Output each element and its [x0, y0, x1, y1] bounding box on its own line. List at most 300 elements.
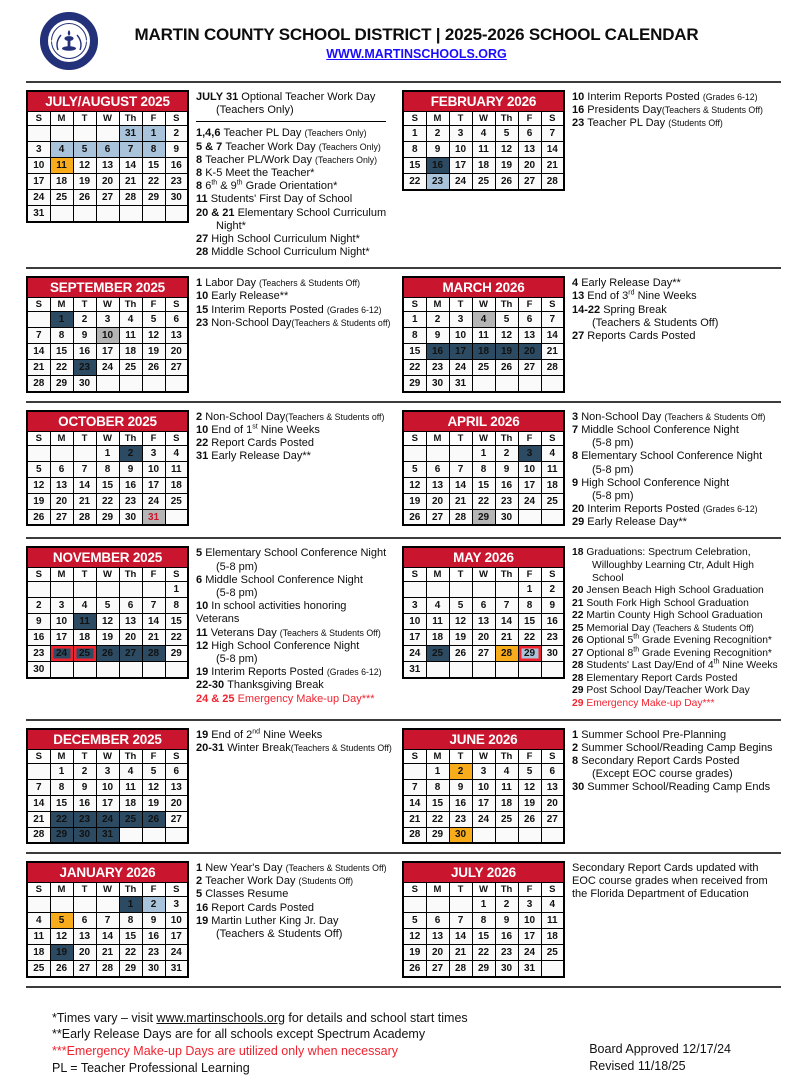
empty-cell [119, 662, 142, 678]
day-of-week-header: F [518, 298, 541, 312]
day-of-week-header: S [541, 431, 564, 445]
calendar-row [26, 83, 781, 269]
day-of-week-header: F [518, 568, 541, 582]
day-cell: 31 [518, 961, 541, 977]
day-cell: 23 [426, 360, 449, 376]
day-cell-highlight-amber: 2 [449, 763, 472, 779]
note-detail: (Teachers & Students Off) [664, 411, 766, 422]
note-line-october-2025 [196, 450, 392, 463]
day-of-week-header: Th [495, 112, 518, 126]
note-detail: (Teachers Only) [318, 141, 381, 152]
day-cell: 30 [119, 509, 142, 525]
note-line-may-2026 [572, 673, 784, 686]
empty-cell [426, 897, 449, 913]
day-cell-highlight-navy-red: 24 [50, 646, 73, 662]
note-day-number: 19 [196, 914, 212, 927]
empty-cell [142, 827, 165, 843]
day-cell: 2 [426, 126, 449, 142]
note-day-number: 21 [572, 597, 587, 609]
day-cell-highlight-amber: 28 [495, 646, 518, 662]
day-of-week-header: T [449, 112, 472, 126]
month-notes-april-2026 [572, 410, 784, 530]
day-cell: 19 [403, 945, 426, 961]
note-text: South Fork High School Graduation [586, 597, 749, 609]
note-text: Night* [216, 219, 246, 232]
day-cell: 6 [165, 763, 188, 779]
note-line-may-2026 [572, 598, 784, 611]
note-text: (Teachers & Students Off) [592, 316, 719, 329]
note-text: Teacher Work Day [205, 875, 299, 888]
day-cell: 22 [119, 945, 142, 961]
day-cell: 2 [495, 445, 518, 461]
day-cell: 16 [73, 795, 96, 811]
day-of-week-header: F [142, 749, 165, 763]
empty-cell [96, 376, 119, 392]
note-detail: (Teachers & Students Off) [259, 278, 361, 289]
day-cell: 30 [165, 190, 188, 206]
note-line-july-august-2025 [196, 127, 392, 140]
day-of-week-header: F [518, 883, 541, 897]
note-text: School [592, 572, 624, 584]
note-line-april-2026 [572, 450, 784, 463]
note-detail: (Teachers & Students off) [285, 411, 385, 422]
day-cell: 18 [119, 344, 142, 360]
note-text: Interim Reports Posted [211, 303, 327, 316]
day-cell: 22 [50, 360, 73, 376]
day-of-week-header: Th [119, 883, 142, 897]
day-cell: 19 [518, 795, 541, 811]
day-cell: 15 [426, 795, 449, 811]
day-of-week-header: F [142, 883, 165, 897]
day-of-week-header: F [142, 568, 165, 582]
note-text: Elementary School Conference Night [581, 450, 763, 463]
day-cell: 16 [495, 929, 518, 945]
day-of-week-header: F [142, 431, 165, 445]
empty-cell [50, 897, 73, 913]
day-cell: 22 [403, 360, 426, 376]
day-cell: 6 [518, 126, 541, 142]
day-cell: 20 [165, 795, 188, 811]
note-text: High School Curriculum Night* [211, 232, 360, 245]
day-cell: 10 [27, 158, 50, 174]
day-cell: 13 [165, 779, 188, 795]
day-cell: 13 [165, 328, 188, 344]
day-cell: 3 [96, 312, 119, 328]
note-line-may-2026 [572, 698, 784, 711]
empty-cell [165, 509, 188, 525]
day-cell: 2 [73, 763, 96, 779]
day-cell: 29 [96, 509, 119, 525]
note-line-february-2026 [572, 117, 784, 130]
day-cell: 26 [495, 360, 518, 376]
day-cell: 17 [518, 929, 541, 945]
day-cell: 26 [142, 360, 165, 376]
note-text: End of 1st Nine Weeks [211, 423, 320, 436]
note-text: Teacher PL Day [587, 117, 669, 130]
day-cell: 18 [541, 477, 564, 493]
day-cell: 26 [518, 811, 541, 827]
day-cell: 27 [165, 811, 188, 827]
note-day-number: 9 [572, 476, 582, 489]
empty-cell [518, 827, 541, 843]
day-cell: 7 [27, 328, 50, 344]
note-text: Elementary School Curriculum [237, 206, 387, 219]
note-text: Presidents Day [587, 104, 662, 117]
day-cell: 1 [518, 582, 541, 598]
day-cell: 14 [73, 477, 96, 493]
day-cell-highlight-navy: 11 [73, 614, 96, 630]
day-cell: 13 [50, 477, 73, 493]
note-day-number: 6 [196, 573, 206, 586]
day-cell: 23 [495, 493, 518, 509]
day-cell: 18 [495, 795, 518, 811]
day-cell: 24 [518, 945, 541, 961]
note-detail: (Grades 6-12) [702, 92, 758, 102]
day-cell: 4 [119, 763, 142, 779]
day-cell: 14 [449, 477, 472, 493]
day-cell: 26 [403, 509, 426, 525]
day-cell: 23 [165, 174, 188, 190]
day-cell: 11 [426, 614, 449, 630]
day-cell: 28 [449, 961, 472, 977]
day-cell: 25 [495, 811, 518, 827]
note-line-june-2026 [572, 742, 784, 755]
day-cell-highlight-navy: 1 [50, 312, 73, 328]
day-of-week-header: Th [495, 298, 518, 312]
month-title: DECEMBER 2025 [27, 729, 188, 750]
day-cell: 6 [165, 312, 188, 328]
calendar-grid [26, 83, 781, 988]
note-day-number: 5 [196, 547, 206, 560]
note-text: Early Release Day** [581, 277, 681, 290]
day-cell: 17 [96, 795, 119, 811]
day-cell: 16 [27, 630, 50, 646]
day-cell: 2 [541, 582, 564, 598]
day-of-week-header: T [73, 749, 96, 763]
note-day-number: 16 [196, 901, 212, 914]
note-day-number: 20 & 21 [196, 206, 238, 219]
website-link[interactable]: WWW.MARTINSCHOOLS.ORG [326, 46, 507, 61]
note-text: Emergency Make-up Day*** [586, 698, 715, 709]
day-of-week-header: M [426, 568, 449, 582]
note-text: (5-8 pm) [216, 652, 258, 665]
day-cell: 16 [73, 344, 96, 360]
note-day-number: 2 [196, 410, 206, 423]
day-cell: 21 [96, 945, 119, 961]
note-line-november-2025 [196, 547, 392, 560]
note-line-november-2025 [196, 600, 392, 626]
empty-cell [119, 827, 142, 843]
day-cell: 25 [472, 360, 495, 376]
day-cell: 17 [403, 630, 426, 646]
day-cell: 6 [426, 461, 449, 477]
day-cell-highlight-navy: 27 [119, 646, 142, 662]
day-cell: 24 [142, 493, 165, 509]
empty-cell [142, 376, 165, 392]
day-cell: 31 [27, 206, 50, 222]
day-of-week-header: S [541, 112, 564, 126]
note-line-june-2026 [572, 755, 784, 768]
day-cell: 5 [518, 763, 541, 779]
day-cell: 11 [541, 913, 564, 929]
month-notes-january-2026 [196, 861, 392, 941]
day-cell: 3 [472, 763, 495, 779]
day-cell-highlight-blue: 8 [142, 142, 165, 158]
note-line-march-2026 [572, 277, 784, 290]
day-of-week-header: M [50, 749, 73, 763]
day-cell: 27 [50, 509, 73, 525]
note-text: Veterans Day [210, 626, 280, 639]
note-day-number: 1 [196, 277, 206, 290]
note-detail: (Teachers & Students Off) [279, 627, 381, 638]
month-block-january-2026 [26, 861, 392, 978]
note-text: Middle School Conference Night [205, 573, 363, 586]
note-line-may-2026 [572, 573, 784, 586]
note-text: Students' First Day of School [210, 193, 353, 206]
footnote-line: **Early Release Days are for all schools except Spectrum Academy [52, 1027, 426, 1042]
day-cell: 30 [541, 646, 564, 662]
day-cell: 4 [73, 598, 96, 614]
month-block-september-2025 [26, 276, 392, 393]
day-cell: 20 [165, 344, 188, 360]
month-title: MARCH 2026 [403, 277, 564, 298]
day-of-week-header: W [472, 298, 495, 312]
day-of-week-header: Th [495, 568, 518, 582]
empty-cell [73, 582, 96, 598]
day-cell: 12 [495, 142, 518, 158]
empty-cell [403, 763, 426, 779]
month-notes-july-2026 [572, 861, 784, 902]
day-cell: 2 [73, 312, 96, 328]
note-line-october-2025 [196, 424, 392, 437]
note-line-june-2026 [572, 729, 784, 742]
day-cell-highlight-navy: 19 [50, 945, 73, 961]
note-day-number: JULY 31 [196, 91, 242, 103]
day-cell: 28 [73, 509, 96, 525]
day-cell: 16 [119, 477, 142, 493]
day-cell: 9 [541, 598, 564, 614]
day-of-week-header: M [50, 431, 73, 445]
day-of-week-header: T [73, 298, 96, 312]
empty-cell [96, 206, 119, 222]
day-of-week-header: W [96, 298, 119, 312]
note-day-number: 16 [572, 104, 588, 117]
note-day-number: 8 [196, 180, 206, 193]
note-text: Interim Reports Posted [587, 503, 703, 516]
note-day-number: 11 [196, 626, 211, 639]
day-cell: 18 [73, 630, 96, 646]
day-cell: 31 [403, 662, 426, 678]
note-day-number: 8 [196, 166, 206, 179]
empty-cell [403, 582, 426, 598]
note-text: High School Conference Night [211, 639, 360, 652]
day-cell: 9 [73, 328, 96, 344]
note-text: Secondary Report Cards Posted [581, 754, 740, 767]
day-cell: 20 [96, 174, 119, 190]
day-cell: 29 [426, 827, 449, 843]
note-line-april-2026 [572, 464, 784, 477]
day-cell: 26 [50, 961, 73, 977]
day-cell: 14 [119, 158, 142, 174]
note-line-july-august-2025 [196, 193, 392, 206]
day-cell: 26 [449, 646, 472, 662]
note-day-number: 24 & 25 [196, 692, 238, 705]
day-cell: 12 [403, 477, 426, 493]
note-text: Optional 8th Grade Evening Recognition* [586, 646, 772, 659]
note-detail: (Teachers & Students Off) [285, 863, 387, 874]
calendar-table-july-august-2025 [26, 90, 189, 223]
day-of-week-header: S [165, 749, 188, 763]
note-text: Early Release** [211, 290, 289, 303]
day-cell-highlight-blue: 2 [142, 897, 165, 913]
note-line-january-2026 [196, 928, 392, 941]
note-line-march-2026 [572, 290, 784, 303]
day-cell: 9 [426, 142, 449, 158]
day-of-week-header: S [541, 749, 564, 763]
day-cell: 29 [142, 190, 165, 206]
day-cell: 13 [518, 328, 541, 344]
calendar-table-november-2025 [26, 546, 189, 679]
month-block-february-2026 [402, 90, 784, 259]
day-cell: 28 [449, 509, 472, 525]
day-cell: 25 [165, 493, 188, 509]
day-cell-highlight-amber: 5 [50, 913, 73, 929]
day-cell: 15 [403, 344, 426, 360]
day-cell: 14 [541, 328, 564, 344]
day-cell: 7 [495, 598, 518, 614]
note-line-may-2026 [572, 610, 784, 623]
day-cell: 28 [541, 174, 564, 190]
day-of-week-header: W [96, 112, 119, 126]
day-cell: 3 [50, 598, 73, 614]
note-day-number: 8 [572, 754, 582, 767]
day-cell: 31 [449, 376, 472, 392]
day-cell: 10 [165, 913, 188, 929]
day-cell: 24 [518, 493, 541, 509]
day-cell: 1 [403, 312, 426, 328]
day-cell: 31 [165, 961, 188, 977]
note-text: Post School Day/Teacher Work Day [586, 685, 750, 697]
month-block-april-2026 [402, 410, 784, 530]
day-cell-highlight-blue: 7 [119, 142, 142, 158]
day-cell: 7 [96, 913, 119, 929]
note-text: Teacher PL/Work Day [205, 153, 316, 166]
note-text: Summer School/Reading Camp Ends [587, 781, 771, 794]
day-cell: 6 [119, 598, 142, 614]
day-cell: 19 [27, 493, 50, 509]
day-cell: 6 [472, 598, 495, 614]
day-cell: 2 [165, 126, 188, 142]
note-detail: (Grades 6-12) [326, 304, 382, 315]
day-cell: 21 [119, 174, 142, 190]
day-cell: 24 [165, 945, 188, 961]
day-cell: 29 [50, 376, 73, 392]
note-day-number: 20-31 [196, 741, 228, 754]
day-of-week-header: S [27, 112, 50, 126]
note-line-april-2026 [572, 490, 784, 503]
day-cell-highlight-navy: 16 [426, 158, 449, 174]
note-text: Elementary School Conference Night [205, 547, 387, 560]
day-of-week-header: W [96, 431, 119, 445]
note-line-january-2026 [196, 875, 392, 888]
note-day-number: 23 [572, 117, 588, 130]
day-cell-highlight-blue: 23 [426, 174, 449, 190]
note-day-number: 8 [572, 450, 582, 463]
empty-cell [165, 662, 188, 678]
note-text: (5-8 pm) [216, 587, 258, 599]
note-text: (5-8 pm) [592, 489, 634, 502]
note-detail: (Teachers Only) [304, 128, 367, 139]
day-cell: 17 [27, 174, 50, 190]
day-cell: 24 [449, 360, 472, 376]
note-text: Emergency Make-up Day*** [237, 692, 375, 705]
note-text: Thanksgiving Break [227, 679, 324, 692]
day-cell: 29 [165, 646, 188, 662]
day-cell: 5 [403, 913, 426, 929]
day-of-week-header: W [96, 749, 119, 763]
note-day-number: 8 [196, 153, 206, 166]
day-of-week-header: S [403, 431, 426, 445]
month-notes-february-2026 [572, 90, 784, 131]
note-day-number: 10 [196, 423, 212, 436]
day-cell: 9 [119, 461, 142, 477]
calendar-table-december-2025 [26, 728, 189, 845]
empty-cell [119, 206, 142, 222]
day-cell: 20 [426, 945, 449, 961]
calendar-row [26, 854, 781, 988]
day-cell: 20 [472, 630, 495, 646]
day-cell-highlight-blue-red: 29 [518, 646, 541, 662]
month-title: OCTOBER 2025 [27, 411, 188, 432]
note-line-april-2026 [572, 516, 784, 529]
day-cell: 20 [541, 795, 564, 811]
day-of-week-header: S [403, 112, 426, 126]
month-title: JANUARY 2026 [27, 862, 188, 883]
day-of-week-header: S [165, 298, 188, 312]
day-cell: 30 [73, 376, 96, 392]
empty-cell [495, 827, 518, 843]
note-text: Classes Resume [205, 888, 289, 901]
day-cell: 2 [426, 312, 449, 328]
day-cell-highlight-navy: 3 [518, 445, 541, 461]
note-detail: (Teachers & Students Off) [290, 742, 392, 753]
day-cell-highlight-navy: 30 [73, 827, 96, 843]
day-of-week-header: Th [119, 749, 142, 763]
day-cell: 11 [119, 328, 142, 344]
day-cell: 25 [27, 961, 50, 977]
day-cell: 14 [142, 614, 165, 630]
day-cell: 10 [449, 142, 472, 158]
day-cell: 26 [403, 961, 426, 977]
note-text: (Except EOC course grades) [592, 768, 733, 781]
day-cell-highlight-navy: 16 [426, 344, 449, 360]
day-cell: 15 [50, 795, 73, 811]
empty-cell [27, 445, 50, 461]
day-cell: 29 [403, 376, 426, 392]
month-notes-december-2025 [196, 728, 392, 755]
footer-website-link[interactable]: www.martinschools.org [156, 1010, 285, 1025]
day-cell: 4 [541, 897, 564, 913]
note-text: (Teachers Only) [216, 104, 294, 117]
note-day-number: 2 [196, 875, 206, 888]
note-text: End of 2nd Nine Weeks [211, 727, 323, 741]
day-cell: 28 [27, 376, 50, 392]
day-cell: 5 [495, 126, 518, 142]
month-notes-october-2025 [196, 410, 392, 464]
day-cell: 3 [449, 126, 472, 142]
empty-cell [119, 376, 142, 392]
day-cell-highlight-navy: 31 [96, 827, 119, 843]
